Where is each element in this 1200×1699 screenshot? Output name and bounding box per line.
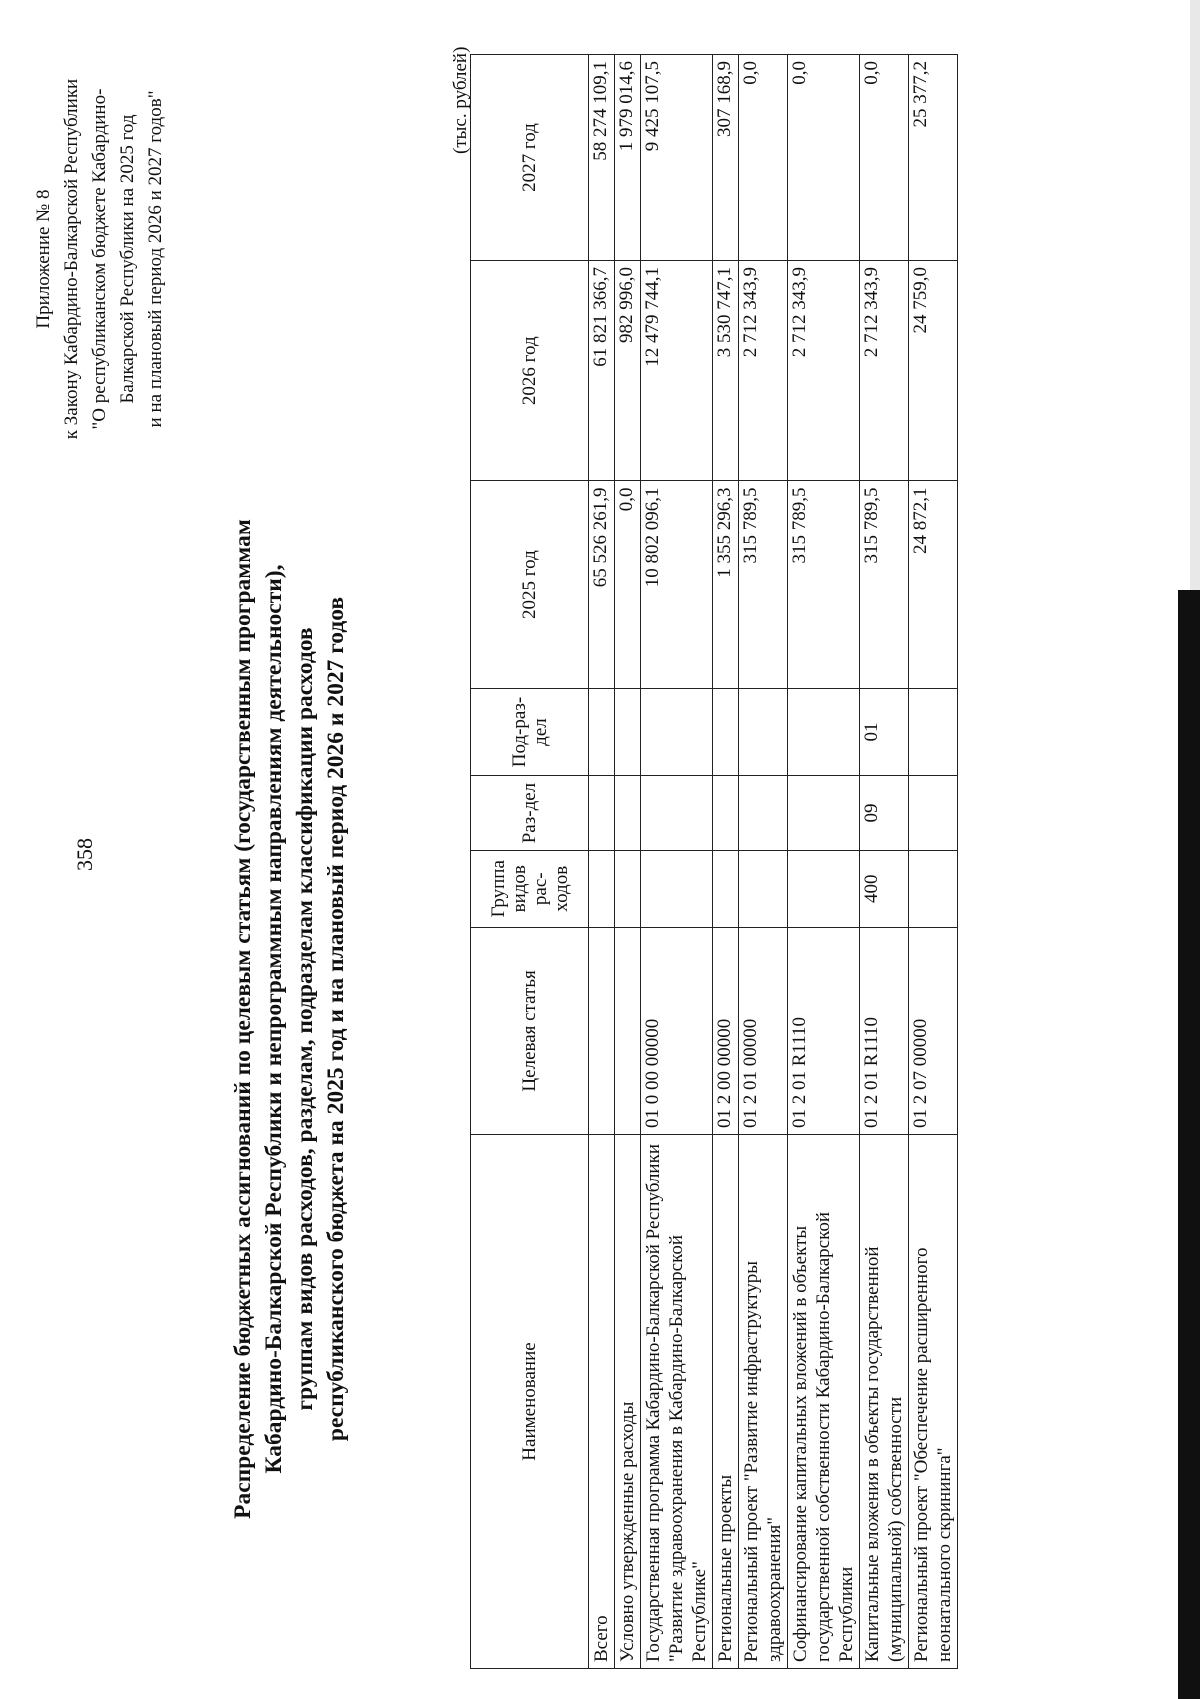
- cell-group: 400: [860, 850, 909, 927]
- cell-subsection: 01: [860, 688, 909, 776]
- table-row: [713, 55, 739, 1669]
- cell-section: [615, 776, 641, 850]
- cell-group: [589, 850, 615, 927]
- cell-2025: 315 789,5: [739, 481, 788, 688]
- title-line: группам видов расходов, разделам, подразделам классификации расходов: [292, 627, 318, 1411]
- cell-2027: 9 425 107,5: [641, 55, 713, 261]
- cell-target: 01 2 00 00000: [713, 927, 739, 1134]
- table-row: [788, 55, 860, 1669]
- header-2026: 2026 год: [471, 260, 589, 481]
- cell-subsection: [788, 688, 860, 776]
- cell-target: [589, 927, 615, 1134]
- units-label: (тыс. рублей): [450, 46, 471, 154]
- cell-name: Региональный проект "Обеспечение расширенного неонатального скрининга": [909, 1135, 958, 1669]
- cell-2027: 1 979 014,6: [615, 55, 641, 261]
- cell-target: 01 2 01 R1110: [788, 927, 860, 1134]
- cell-name: Региональные проекты: [713, 1135, 739, 1669]
- cell-2026: 982 996,0: [615, 260, 641, 481]
- cell-section: [641, 776, 713, 850]
- appendix-line: Приложение № 8: [33, 189, 54, 329]
- cell-2025: 0,0: [615, 481, 641, 688]
- cell-2026: 2 712 343,9: [739, 260, 788, 481]
- header-name: Наименование: [471, 1135, 589, 1669]
- cell-subsection: [713, 688, 739, 776]
- appendix-line: "О республиканском бюджете Кабардино-: [89, 88, 110, 430]
- cell-2027: 25 377,2: [909, 55, 958, 261]
- page-number: 358: [72, 838, 97, 871]
- cell-2026: 12 479 744,1: [641, 260, 713, 481]
- appendix-line: и на плановый период 2026 и 2027 годов": [145, 90, 166, 428]
- cell-group: [909, 850, 958, 927]
- cell-group: [788, 850, 860, 927]
- cell-2026: 24 759,0: [909, 260, 958, 481]
- cell-subsection: [589, 688, 615, 776]
- cell-group: [713, 850, 739, 927]
- header-target: Целевая статья: [471, 927, 589, 1134]
- cell-2025: 315 789,5: [788, 481, 860, 688]
- cell-2027: 307 168,9: [713, 55, 739, 261]
- cell-2026: 3 530 747,1: [713, 260, 739, 481]
- cell-subsection: [615, 688, 641, 776]
- cell-section: [788, 776, 860, 850]
- cell-subsection: [909, 688, 958, 776]
- cell-2026: 2 712 343,9: [860, 260, 909, 481]
- cell-section: [713, 776, 739, 850]
- header-2025: 2025 год: [471, 481, 589, 688]
- cell-2025: 10 802 096,1: [641, 481, 713, 688]
- cell-2027: 0,0: [739, 55, 788, 261]
- table-row: [641, 55, 713, 1669]
- table-row: [615, 55, 641, 1669]
- cell-group: [615, 850, 641, 927]
- title-line: Распределение бюджетных ассигнований по целевым статьям (государственным программам: [230, 519, 256, 1519]
- cell-subsection: [641, 688, 713, 776]
- cell-name: Региональный проект "Развитие инфраструктуры здравоохранения": [739, 1135, 788, 1669]
- cell-name: Капитальные вложения в объекты государственной (муниципальной) собственности: [860, 1135, 909, 1669]
- cell-2027: 0,0: [860, 55, 909, 261]
- cell-2027: 58 274 109,1: [589, 55, 615, 261]
- header-2027: 2027 год: [471, 55, 589, 261]
- cell-name: Условно утвержденные расходы: [615, 1135, 641, 1669]
- cell-2025: 24 872,1: [909, 481, 958, 688]
- cell-2026: 2 712 343,9: [788, 260, 860, 481]
- cell-2027: 0,0: [788, 55, 860, 261]
- appendix-line: к Закону Кабардино-Балкарской Республики: [61, 78, 82, 440]
- cell-section: [909, 776, 958, 850]
- cell-section: [589, 776, 615, 850]
- cell-2025: 65 526 261,9: [589, 481, 615, 688]
- cell-2026: 61 821 366,7: [589, 260, 615, 481]
- table-row: [860, 55, 909, 1669]
- cell-target: 01 2 01 00000: [739, 927, 788, 1134]
- budget-table: [470, 54, 958, 1669]
- cell-target: 01 2 07 00000: [909, 927, 958, 1134]
- cell-target: 01 0 00 00000: [641, 927, 713, 1134]
- document-title: [228, 469, 352, 1569]
- appendix-line: Балкарской Республики на 2025 год: [117, 114, 138, 404]
- header-subsection: Под-раз-дел: [471, 688, 589, 776]
- table-row: [909, 55, 958, 1669]
- header-group: Группа видов рас-ходов: [471, 850, 589, 927]
- cell-subsection: [739, 688, 788, 776]
- cell-name: Всего: [589, 1135, 615, 1669]
- title-line: республиканского бюджета на 2025 год и на плановый период 2026 и 2027 годов: [323, 596, 349, 1442]
- cell-name: Софинансирование капитальных вложений в объекты государственной собственности Кабардино-Балкарской Республики: [788, 1135, 860, 1669]
- title-line: Кабардино-Балкарской Республики и непрограммным направлениям деятельности),: [261, 564, 287, 1474]
- table-row: [739, 55, 788, 1669]
- cell-section: 09: [860, 776, 909, 850]
- cell-target: 01 2 01 R1110: [860, 927, 909, 1134]
- appendix-note: [30, 19, 170, 499]
- cell-group: [641, 850, 713, 927]
- table-header-row: [471, 55, 589, 1669]
- cell-section: [739, 776, 788, 850]
- header-section: Раз-дел: [471, 776, 589, 850]
- table-row: [589, 55, 615, 1669]
- cell-target: [615, 927, 641, 1134]
- cell-group: [739, 850, 788, 927]
- cell-name: Государственная программа Кабардино-Балкарской Республики "Развитие здравоохранения в Кабардино-Балкарской Республике": [641, 1135, 713, 1669]
- cell-2025: 1 355 296,3: [713, 481, 739, 688]
- cell-2025: 315 789,5: [860, 481, 909, 688]
